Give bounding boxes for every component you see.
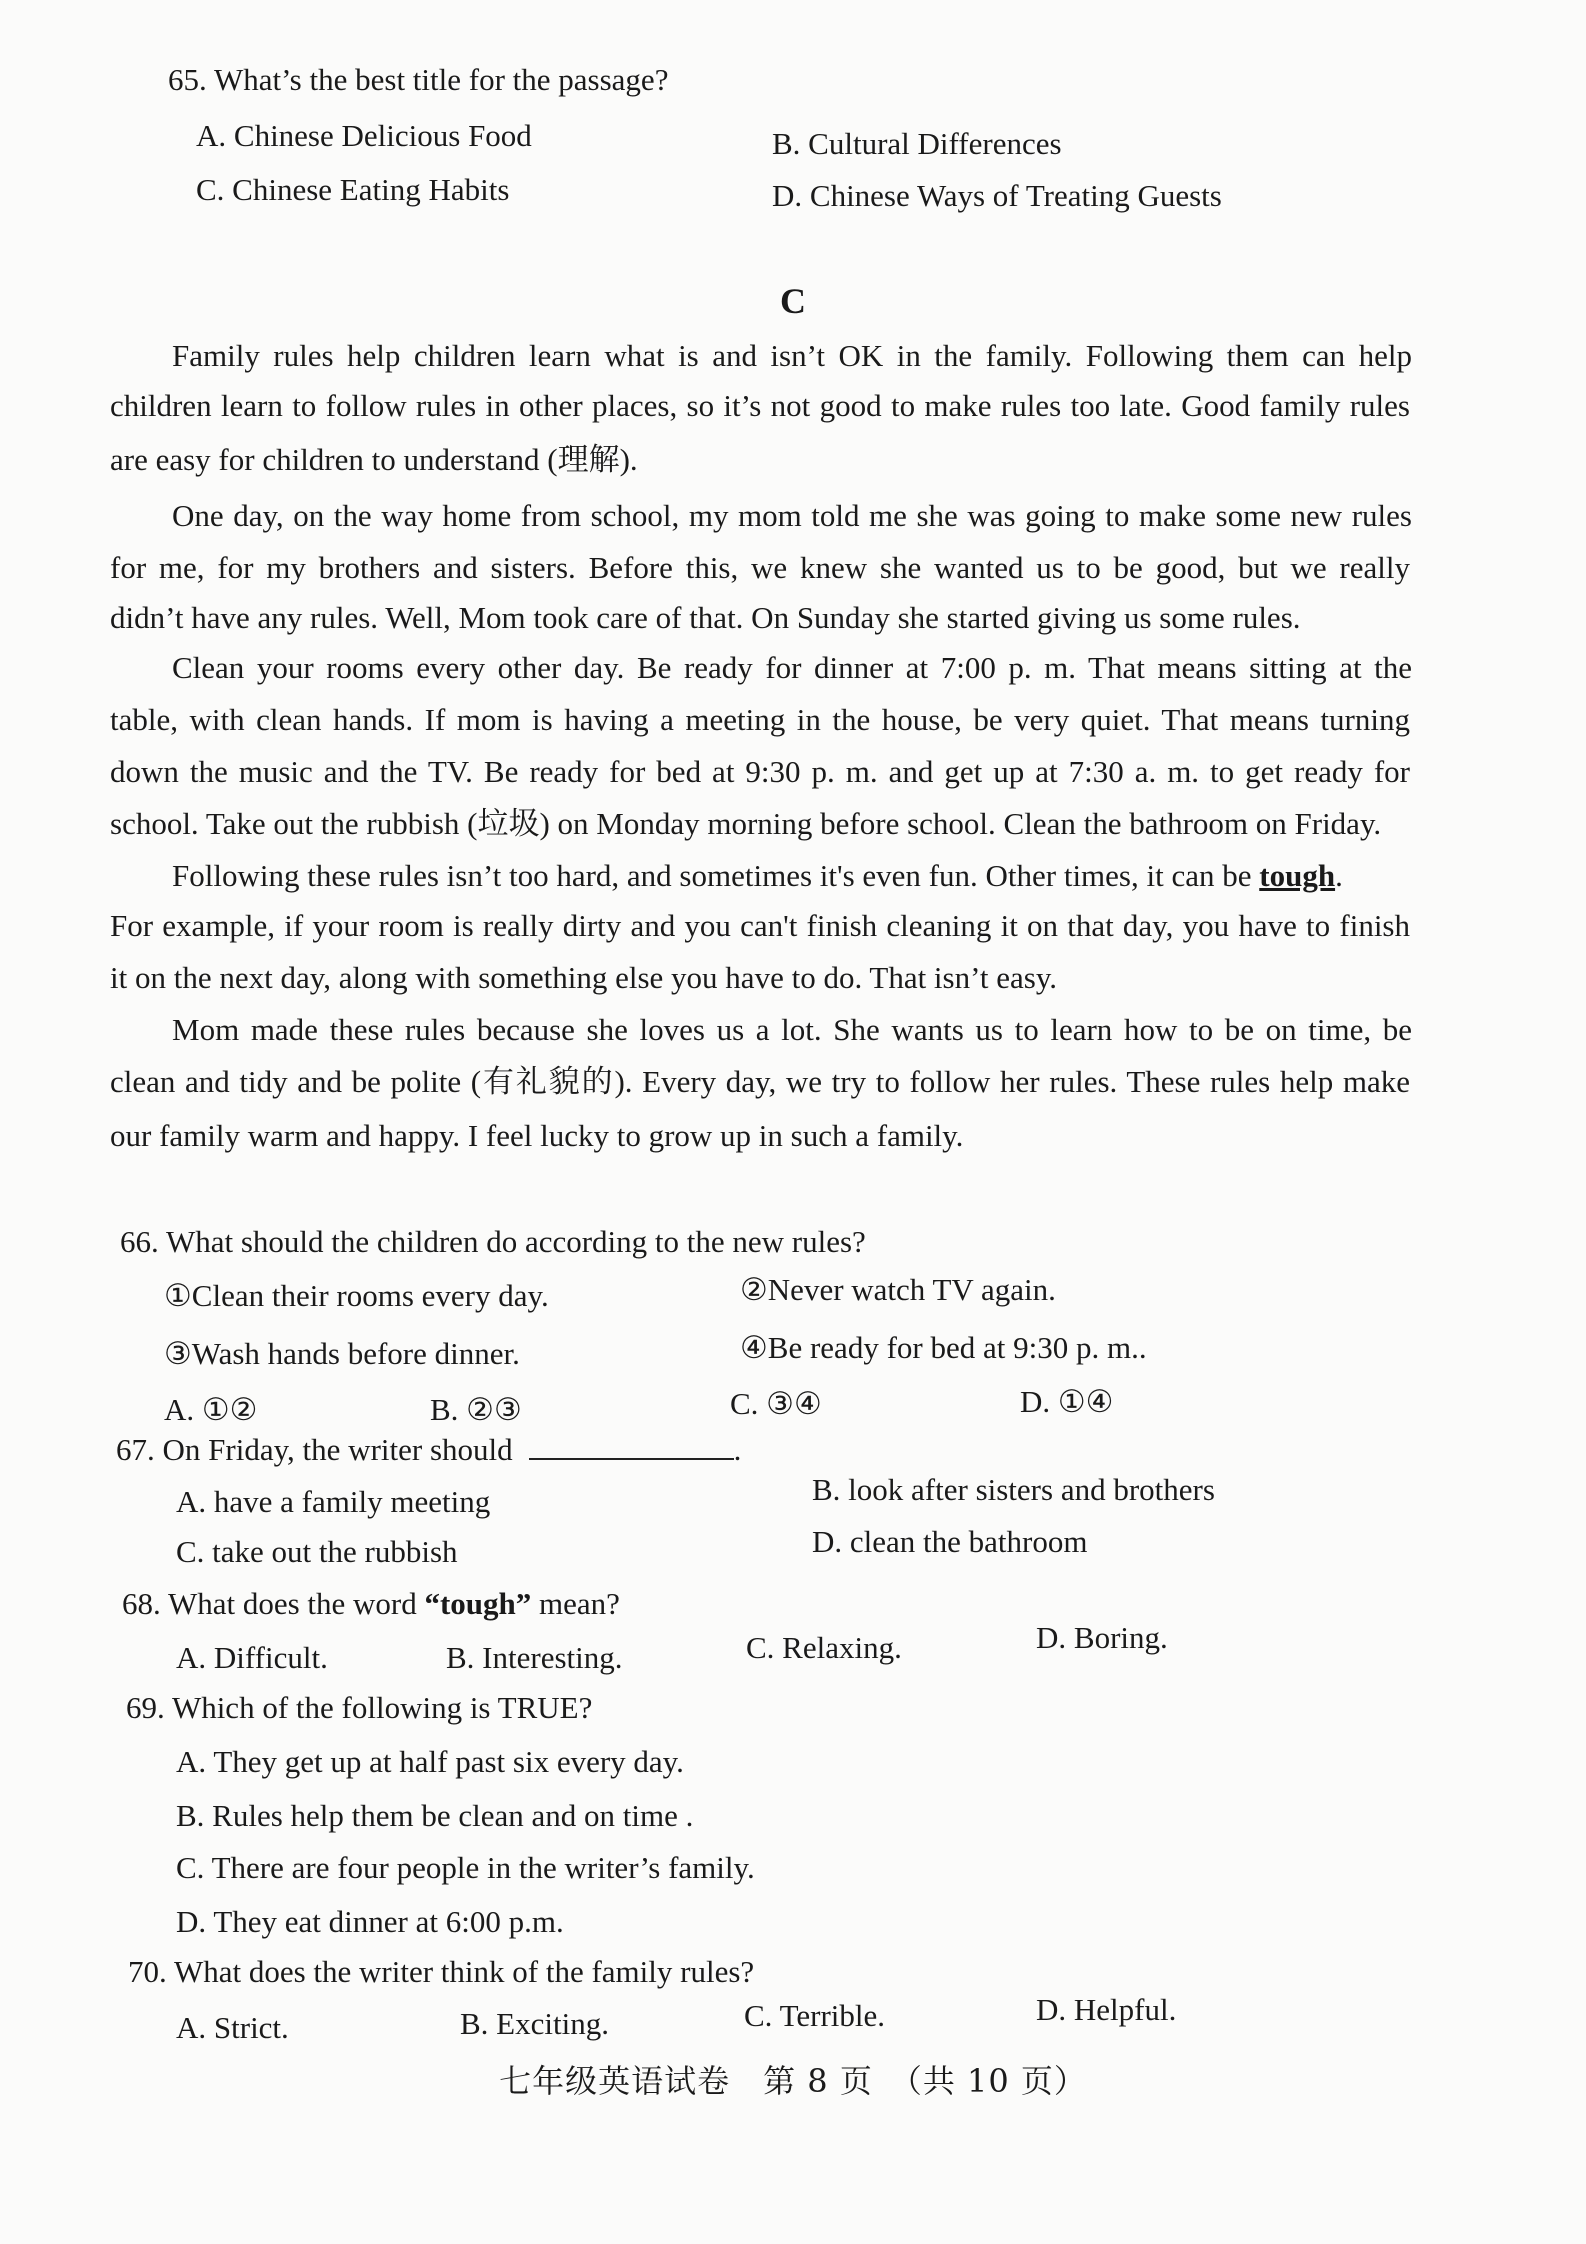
q67-stem — [116, 1430, 741, 1470]
q66-stem: 66. What should the children do according to the new rules? — [120, 1224, 866, 1259]
q68-stem-end: mean? — [531, 1586, 620, 1621]
q65-stem: 65. What’s the best title for the passage? — [168, 62, 669, 97]
q67-option-a: A. have a family meeting — [176, 1484, 491, 1519]
q68-option-b: B. Interesting. — [446, 1640, 623, 1675]
q69-option-b: B. Rules help them be clean and on time . — [176, 1798, 694, 1833]
q68-option-d: D. Boring. — [1036, 1620, 1168, 1655]
passage-p3-line3: down the music and the TV. Be ready for bed at 9:30 p. m. and get up at 7:30 a. m. to get ready for — [110, 754, 1410, 789]
passage-p2-line2: for me, for my brothers and sisters. Before this, we knew she wanted us to be good, but we really — [110, 550, 1410, 585]
q66-option-a: A. ①② — [164, 1392, 258, 1427]
passage-p5-line2: clean and tidy and be polite (有礼貌的). Every day, we try to follow her rules. These rules help make — [110, 1064, 1410, 1099]
passage-p3-line2: table, with clean hands. If mom is having a meeting in the house, be very quiet. That means turning — [110, 702, 1410, 737]
q65-option-d: D. Chinese Ways of Treating Guests — [772, 178, 1222, 213]
q67-option-d: D. clean the bathroom — [812, 1524, 1088, 1559]
passage-p4-line2: For example, if your room is really dirty and you can't finish cleaning it on that day, you have to finish — [110, 908, 1410, 943]
passage-p3-line4: school. Take out the rubbish (垃圾) on Monday morning before school. Clean the bathroom on Friday. — [110, 806, 1382, 841]
page-footer: 七年级英语试卷 第 8 页 （共 10 页） — [499, 2062, 1087, 2100]
q68-stem — [122, 1584, 620, 1624]
q66-statement-2: ②Never watch TV again. — [740, 1272, 1056, 1307]
q65-option-b: B. Cultural Differences — [772, 126, 1062, 161]
q70-option-b: B. Exciting. — [460, 2006, 609, 2041]
q70-option-a: A. Strict. — [176, 2010, 289, 2045]
q70-option-c: C. Terrible. — [744, 1998, 886, 2033]
passage-p1-line1: Family rules help children learn what is and isn’t OK in the family. Following them can help — [172, 338, 1412, 373]
q67-stem-end: . — [733, 1432, 742, 1467]
q68-option-a: A. Difficult. — [176, 1640, 328, 1675]
q67-stem-text: 67. On Friday, the writer should — [116, 1432, 513, 1467]
q70-option-d: D. Helpful. — [1036, 1992, 1177, 2027]
passage-p3-line1: Clean your rooms every other day. Be ready for dinner at 7:00 p. m. That means sitting at the — [172, 650, 1412, 685]
q66-option-d: D. ①④ — [1020, 1384, 1114, 1419]
passage-p4-line3: it on the next day, along with something else you have to do. That isn’t easy. — [110, 960, 1058, 995]
section-letter: C — [780, 281, 806, 321]
q66-option-c: C. ③④ — [730, 1386, 822, 1421]
q65-option-c: C. Chinese Eating Habits — [196, 172, 510, 207]
passage-p4-line1 — [172, 856, 1343, 896]
q68-keyword: “tough” — [424, 1586, 532, 1621]
q70-stem: 70. What does the writer think of the family rules? — [128, 1954, 755, 1989]
q66-statement-4: ④Be ready for bed at 9:30 p. m.. — [740, 1330, 1147, 1365]
passage-p1-line3: are easy for children to understand (理解). — [110, 442, 638, 477]
passage-p5-line1: Mom made these rules because she loves us a lot. She wants us to learn how to be on time, be — [172, 1012, 1412, 1047]
passage-p2-line3: didn’t have any rules. Well, Mom took care of that. On Sunday she started giving us some rules. — [110, 600, 1301, 635]
passage-p1-line2: children learn to follow rules in other places, so it’s not good to make rules too late. Good family rules — [110, 388, 1410, 423]
q68-option-c: C. Relaxing. — [746, 1630, 902, 1665]
q67-option-b: B. look after sisters and brothers — [812, 1472, 1215, 1507]
q66-option-b: B. ②③ — [430, 1392, 522, 1427]
passage-p4-line1-end: . — [1335, 858, 1343, 893]
tough-keyword: tough — [1259, 858, 1336, 893]
q65-option-a: A. Chinese Delicious Food — [196, 118, 532, 153]
passage-p2-line1: One day, on the way home from school, my mom told me she was going to make some new rules — [172, 498, 1412, 533]
q69-stem: 69. Which of the following is TRUE? — [126, 1690, 593, 1725]
q68-stem-text: 68. What does the word — [122, 1586, 425, 1621]
q66-statement-1: ①Clean their rooms every day. — [164, 1278, 549, 1313]
q66-statement-3: ③Wash hands before dinner. — [164, 1336, 520, 1371]
passage-p5-line3: our family warm and happy. I feel lucky to grow up in such a family. — [110, 1118, 964, 1153]
answer-blank — [529, 1432, 734, 1460]
q67-option-c: C. take out the rubbish — [176, 1534, 458, 1569]
passage-p4-line1-text: Following these rules isn’t too hard, and sometimes it's even fun. Other times, it can be — [172, 858, 1260, 893]
q69-option-c: C. There are four people in the writer’s family. — [176, 1850, 755, 1885]
q69-option-a: A. They get up at half past six every day. — [176, 1744, 684, 1779]
q69-option-d: D. They eat dinner at 6:00 p.m. — [176, 1904, 564, 1939]
